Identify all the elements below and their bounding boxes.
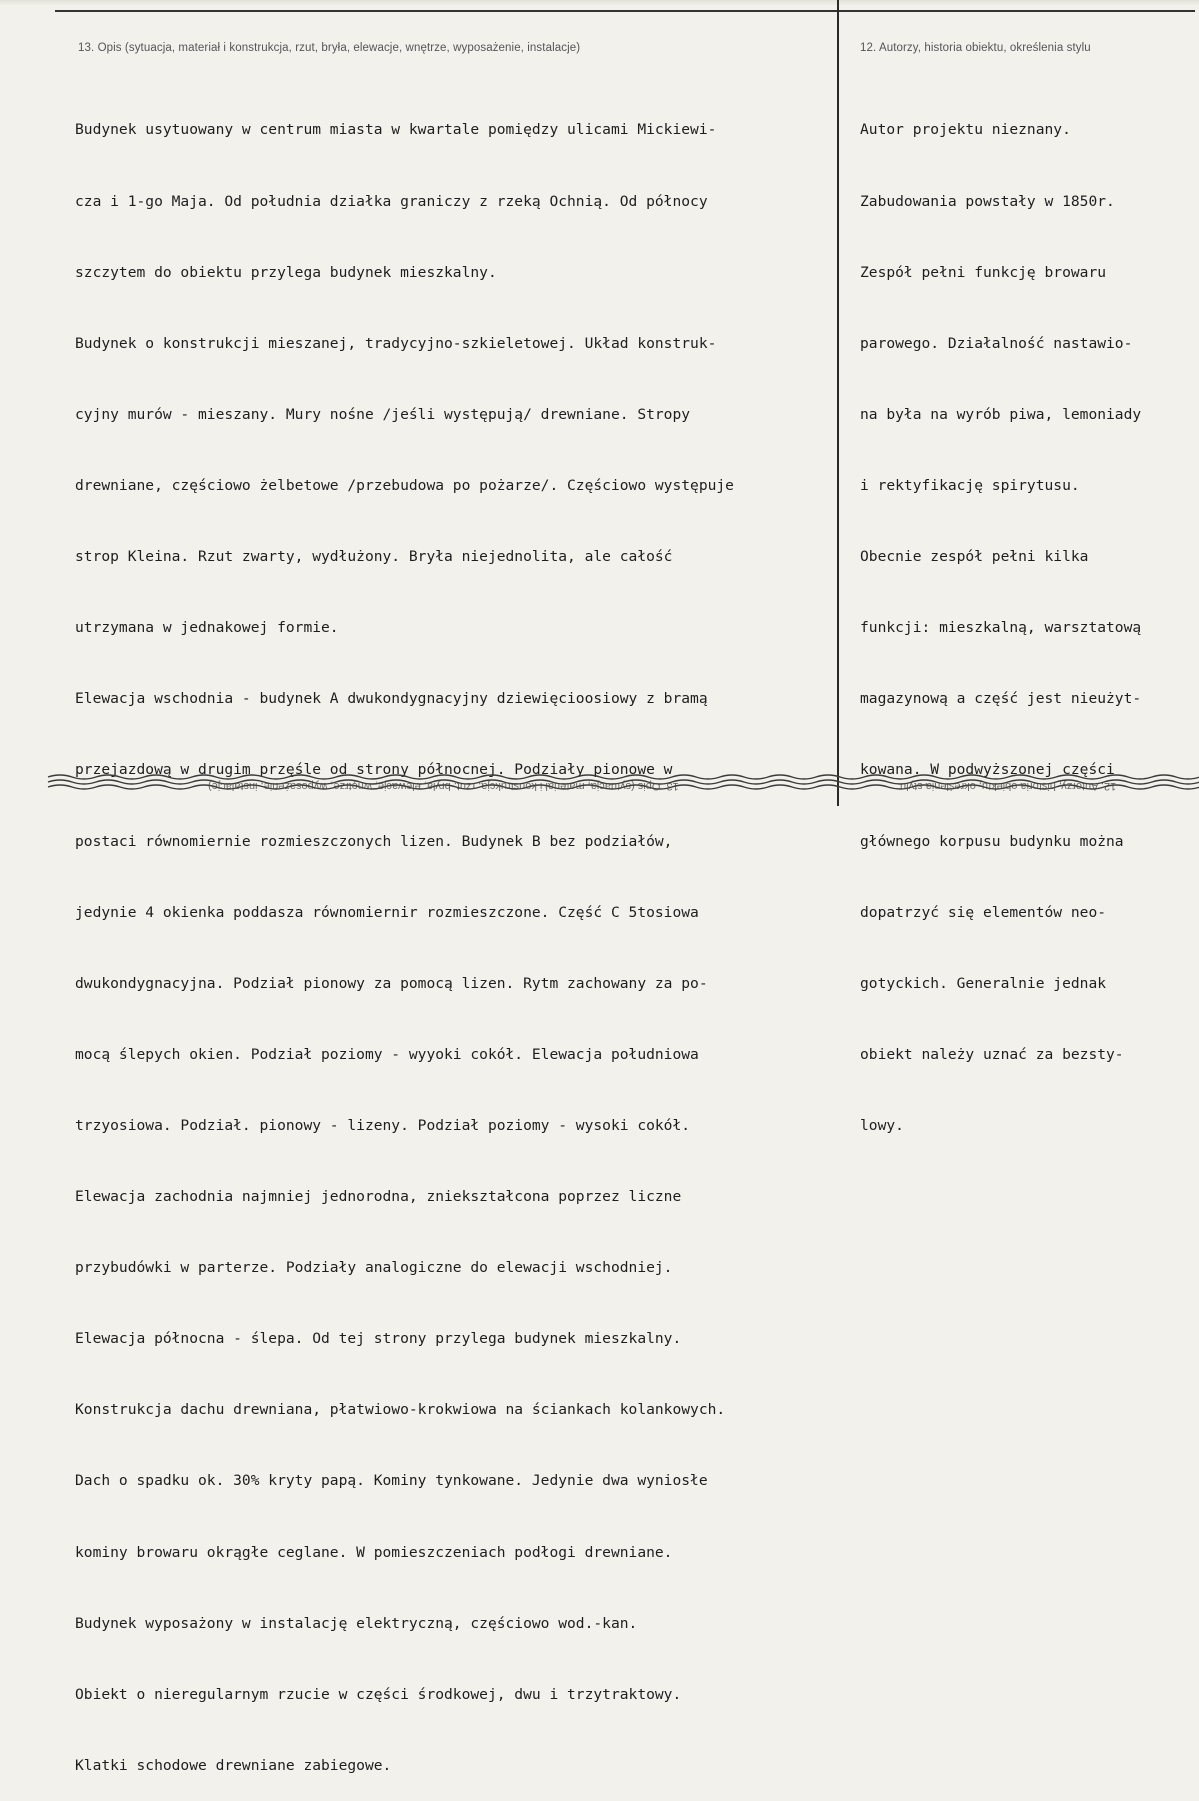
body-line: utrzymana w jednakowej formie. (75, 619, 339, 637)
body-line: lowy. (860, 1116, 904, 1134)
body-line: i rektyfikację spirytusu. (860, 476, 1080, 494)
body-line: kominy browaru okrągłe ceglane. W pomieszczeniach podłogi drewniane. (75, 1543, 673, 1561)
body-line: trzyosiowa. Podział. pionowy - lizeny. Podział poziomy - wysoki cokół. (75, 1116, 691, 1134)
body-line: cza i 1-go Maja. Od południa działka graniczy z rzeką Ochnią. Od północy (75, 192, 708, 210)
body-line: dopatrzyć się elementów neo- (860, 903, 1107, 921)
body-line: przejazdową w drugim przęśle od strony północnej. Podziały pionowe w (75, 761, 673, 779)
body-line: Klatki schodowe drewniane zabiegowe. (75, 1756, 392, 1774)
top-rule (55, 10, 1195, 12)
body-line: przybudówki w parterze. Podziały analogiczne do elewacji wschodniej. (75, 1259, 673, 1277)
body-line: Elewacja północna - ślepa. Od tej strony przylega budynek mieszkalny. (75, 1330, 682, 1348)
body-line: parowego. Działalność nastawio- (860, 334, 1133, 352)
section-13-body (75, 71, 734, 1801)
section-13-heading: 13. Opis (sytuacja, materiał i konstrukcja, rzut, bryła, elewacje, wnętrze, wyposażenie, instalacje) (78, 42, 581, 54)
body-line: Autor projektu nieznany. (860, 121, 1071, 139)
body-line: na była na wyrób piwa, lemoniady (860, 405, 1142, 423)
body-line: dwukondygnacyjna. Podział pionowy za pomocą lizen. Rytm zachowany za po- (75, 974, 708, 992)
body-line: Elewacja wschodnia - budynek A dwukondygnacyjny dziewięcioosiowy z bramą (75, 690, 708, 708)
body-line: Zespół pełni funkcję browaru (860, 263, 1107, 281)
body-line: Budynek o konstrukcji mieszanej, tradycyjno-szkieletowej. Układ konstruk- (75, 334, 717, 352)
body-line: Budynek usytuowany w centrum miasta w kwartale pomiędzy ulicami Mickiewi- (75, 121, 717, 139)
body-line: Budynek wyposażony w instalację elektryczną, częściowo wod.-kan. (75, 1614, 638, 1632)
body-line: Elewacja zachodnia najmniej jednorodna, zniekształcona poprzez liczne (75, 1188, 682, 1206)
body-line: strop Kleina. Rzut zwarty, wydłużony. Bryła niejednolita, ale całość (75, 548, 673, 566)
body-line: Obiekt o nieregularnym rzucie w części środkowej, dwu i trzytraktowy. (75, 1685, 682, 1703)
body-line: postaci równomiernie rozmieszczonych lizen. Budynek B bez podziałów, (75, 832, 673, 850)
page-edge (0, 0, 1199, 6)
column-divider (837, 0, 839, 806)
footer-mirrored-heading-13: 13. Opis (sytuacja, materiał i konstrukcja, rzut, bryła, elewacje, wnętrze, wyposażenie, instalacje) (208, 780, 679, 792)
body-line: mocą ślepych okien. Podział poziomy - wyyoki cokół. Elewacja południowa (75, 1045, 699, 1063)
section-12-body (860, 71, 1141, 1161)
body-line: magazynową a część jest nieużyt- (860, 690, 1142, 708)
section-12-heading: 12. Autorzy, historia obiektu, określenia stylu (860, 42, 1091, 54)
body-line: funkcji: mieszkalną, warsztatową (860, 619, 1142, 637)
footer-mirrored-heading-12: 12. Autorzy, historia obiektu, określenia stylu (900, 780, 1117, 792)
body-line: Dach o spadku ok. 30% kryty papą. Kominy tynkowane. Jedynie dwa wyniosłe (75, 1472, 708, 1490)
body-line: szczytem do obiektu przylega budynek mieszkalny. (75, 263, 497, 281)
body-line: Zabudowania powstały w 1850r. (860, 192, 1115, 210)
body-line: Konstrukcja dachu drewniana, płatwiowo-krokwiowa na ściankach kolankowych. (75, 1401, 726, 1419)
body-line: Obecnie zespół pełni kilka (860, 548, 1089, 566)
body-line: cyjny murów - mieszany. Mury nośne /jeśli występują/ drewniane. Stropy (75, 405, 691, 423)
body-line: gotyckich. Generalnie jednak (860, 974, 1107, 992)
body-line: jedynie 4 okienka poddasza równomiernir rozmieszczone. Część C 5tosiowa (75, 903, 699, 921)
body-line: drewniane, częściowo żelbetowe /przebudowa po pożarze/. Częściowo występuje (75, 476, 734, 494)
body-line: głównego korpusu budynku można (860, 832, 1124, 850)
body-line: kowana. W podwyższonej części (860, 761, 1115, 779)
body-line: obiekt należy uznać za bezsty- (860, 1045, 1124, 1063)
